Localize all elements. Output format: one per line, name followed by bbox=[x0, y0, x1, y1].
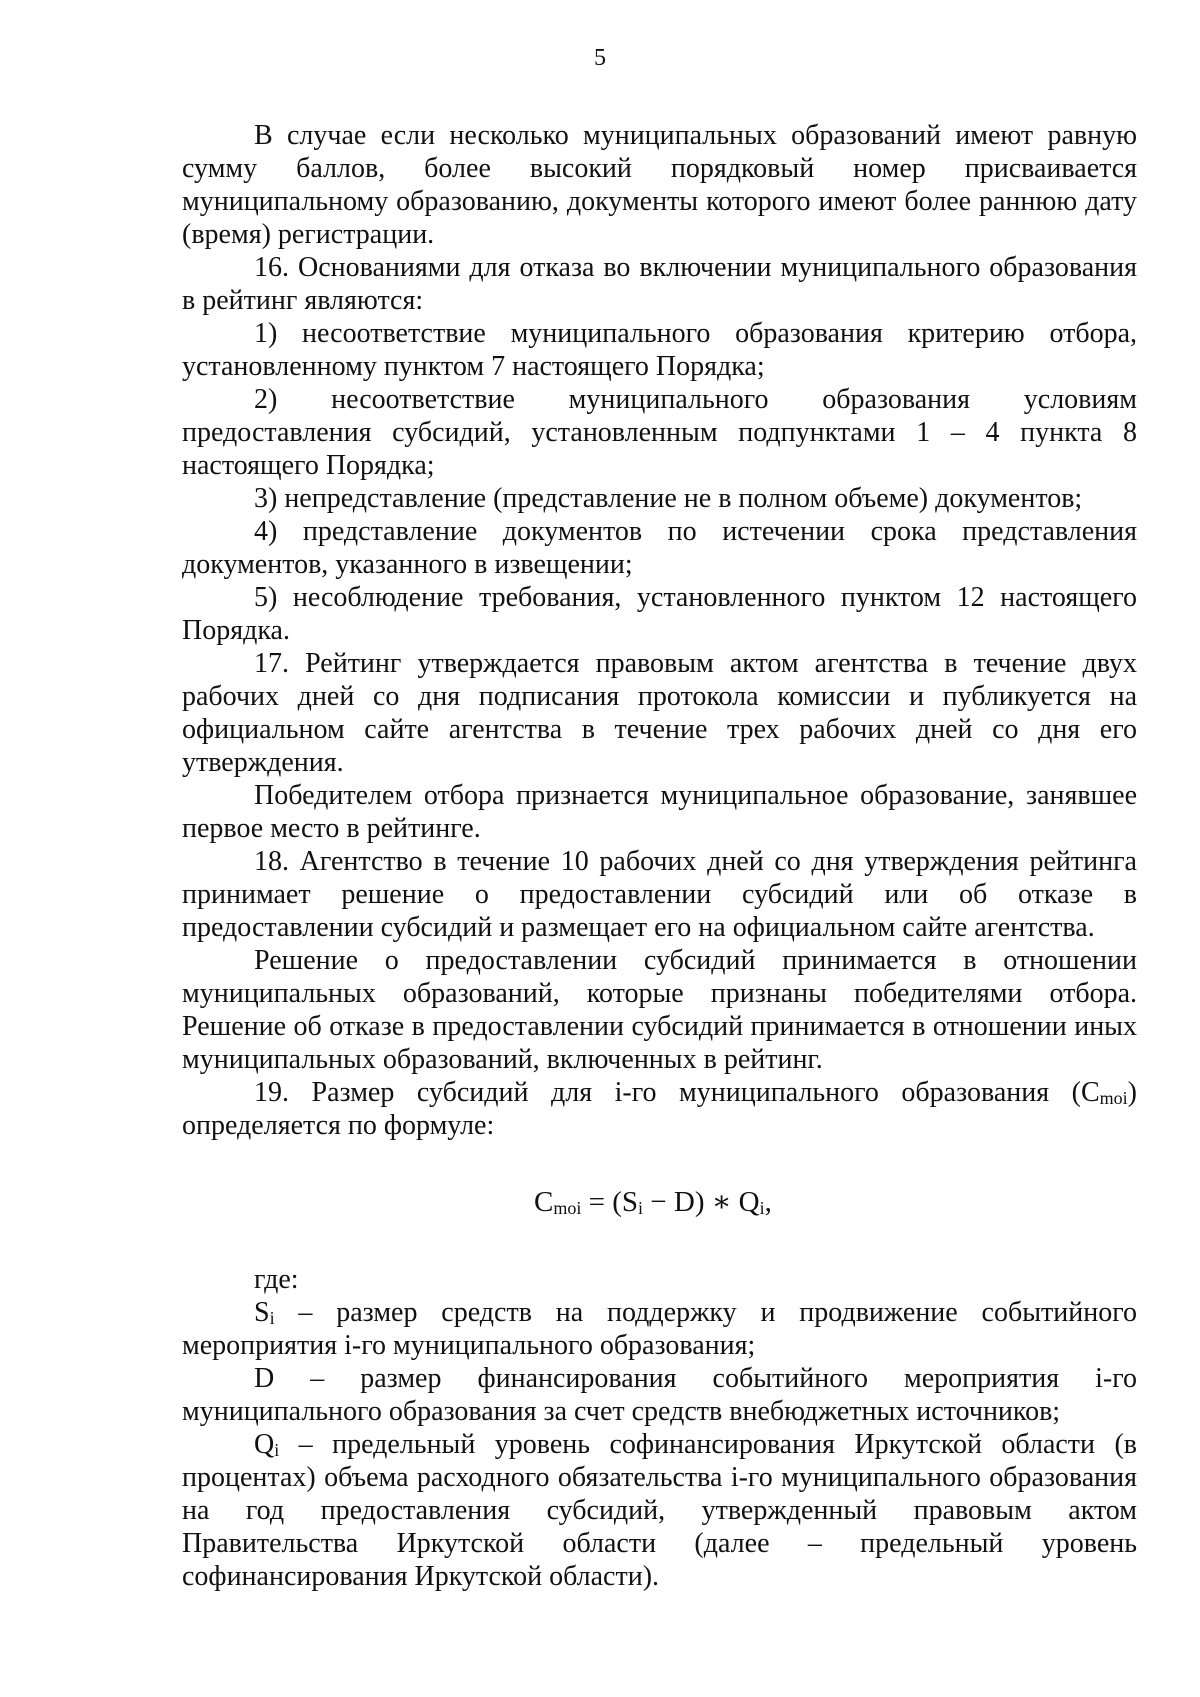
paragraph: В случае если несколько муниципальных образований имеют равную сумму баллов, более высокий порядковый номер присваивается муниципальному образованию, документы которого имеют более раннюю дату (время) регистрации. bbox=[182, 120, 1137, 250]
definition-text: – предельный уровень софинансирования Иркутской области (в процентах) объема расходного обязательства i-го муниципального образования на год предоставления субсидий, утвержденный правовым актом Правительства Иркутской области (далее – предельный уровень софинансирования Иркутской области). bbox=[182, 1429, 1137, 1592]
paragraph: 16. Основаниями для отказа во включении муниципального образования в рейтинг являются: bbox=[182, 252, 1137, 316]
definition-symbol: Q bbox=[254, 1429, 275, 1460]
definition-symbol: D bbox=[254, 1363, 275, 1394]
paragraph: 17. Рейтинг утверждается правовым актом агентства в течение двух рабочих дней со дня подписания протокола комиссии и публикуется на официальном сайте агентства в течение трех рабочих дней со дня его утверждения. bbox=[182, 648, 1137, 778]
paragraph-19 bbox=[182, 1076, 1137, 1142]
formula-equals: = (S bbox=[581, 1186, 638, 1218]
definition-text: – размер средств на поддержку и продвижение событийного мероприятия i-го муниципального образования; bbox=[182, 1297, 1137, 1361]
document-body bbox=[182, 119, 1137, 1593]
definition-s bbox=[182, 1296, 1137, 1362]
formula-q-subscript: i bbox=[759, 1198, 765, 1218]
paragraph-19-subscript: moi bbox=[1099, 1088, 1128, 1108]
definition-subscript: i bbox=[269, 1308, 275, 1328]
formula-end: , bbox=[764, 1186, 772, 1218]
list-item: 3) непредставление (представление не в полном объеме) документов; bbox=[254, 483, 1083, 514]
paragraph-19-tail: ) определяется по формуле: bbox=[182, 1077, 1137, 1141]
where-label: где: bbox=[254, 1264, 299, 1295]
paragraph: Решение о предоставлении субсидий принимается в отношении муниципальных образований, которые признаны победителями отбора. Решение об отказе в предоставлении субсидий принимается в отношении иных муниципальных образований, включенных в рейтинг. bbox=[182, 945, 1137, 1075]
list-item: 1) несоответствие муниципального образования критерию отбора, установленному пунктом 7 настоящего Порядка; bbox=[182, 318, 1137, 382]
definition-d bbox=[182, 1362, 1137, 1428]
formula-lhs-subscript: moi bbox=[553, 1198, 582, 1218]
page-number: 5 bbox=[594, 45, 606, 71]
paragraph: 18. Агентство в течение 10 рабочих дней со дня утверждения рейтинга принимает решение о предоставлении субсидий или об отказе в предоставлении субсидий и размещает его на официальном сайте агентства. bbox=[182, 846, 1137, 943]
paragraph: Победителем отбора признается муниципальное образование, занявшее первое место в рейтинге. bbox=[182, 780, 1137, 844]
definition-symbol: S bbox=[254, 1297, 270, 1328]
paragraph-19-text: 19. Размер субсидий для i-го муниципального образования (C bbox=[254, 1077, 1100, 1108]
list-item: 4) представление документов по истечении срока представления документов, указанного в извещении; bbox=[182, 516, 1137, 580]
subsidy-formula bbox=[182, 1186, 1137, 1219]
definition-q bbox=[182, 1428, 1137, 1593]
formula-lhs: C bbox=[534, 1186, 554, 1218]
formula-minus: − D) ∗ Q bbox=[643, 1186, 760, 1218]
definition-text: – размер финансирования событийного мероприятия i-го муниципального образования за счет средств внебюджетных источников; bbox=[182, 1363, 1137, 1427]
list-item: 5) несоблюдение требования, установленного пунктом 12 настоящего Порядка. bbox=[182, 582, 1137, 646]
formula-s-subscript: i bbox=[638, 1198, 644, 1218]
list-item: 2) несоответствие муниципального образования условиям предоставления субсидий, установленным подпунктами 1 – 4 пункта 8 настоящего Порядка; bbox=[182, 384, 1137, 481]
definition-subscript: i bbox=[274, 1440, 280, 1460]
